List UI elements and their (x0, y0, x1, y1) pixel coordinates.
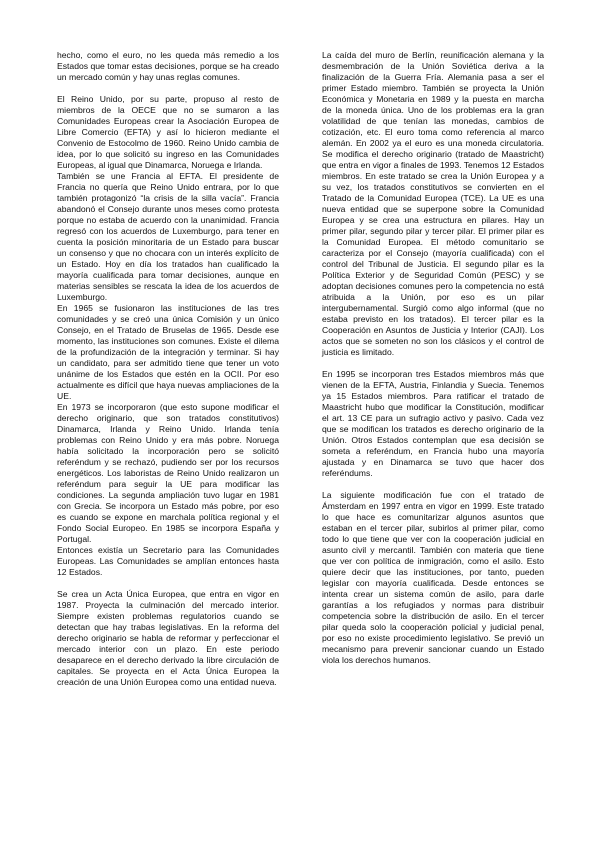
paragraph: La caída del muro de Berlín, reunificación alemana y la desmembración de la Unión Soviética deriva a la finalización de la Guerra Fría. Alemania pasa a ser el primer Estado miembro. También se proyecta la Unión Económica y Monetaria en 1989 y la puesta en marcha de la moneda única. Uno de los problemas era la gran volatilidad de que tenían las monedas, cambios de cotización, etc. El euro toma como referencia al marco alemán. En 2002 ya el euro es una moneda circulatoria. Se modifica el derecho originario (tratado de Maastricht) que entra en vigor a finales de 1993. Tenemos 12 Estados miembros. En este tratado se crea la Unión Europea y a su vez, los tratados constitutivos se convierten en el Tratado de la Comunidad Europea (TCE). La UE es una nueva entidad que se superpone sobre la Comunidad Europea y se crea una estructura en pilares. Hay un primer pilar, segundo pilar y tercer pilar. El primer pilar es la Comunidad Europea. El método comunitario se caracteriza por el Consejo (mayoría cualificada) con el control del Tribunal de Justicia. El segundo pilar es la Política Exterior y de Seguridad Común (PESC) y se adoptan decisiones comunes pero la competencia no está atribuida a la Unión, por eso es un pilar intergubernamental. Surgió como algo informal (que no estaba previsto en los tratados). El tercer pilar es la Cooperación en Asuntos de Justicia y Interior (CAJI). Los actos que se someten no son los clásicos y el control de justicia es limitado. (322, 50, 544, 357)
paragraph: hecho, como el euro, no les queda más remedio a los Estados que tomar estas decisiones, porque se ha creado un mercado común y hay unas reglas comunes. (57, 50, 279, 82)
paragraph: En 1973 se incorporaron (que esto supone modificar el derecho originario, que son tratados constitutivos) Dinamarca, Irlanda y Reino Unido. Irlanda tenía problemas con Reino Unido y era más pobre. Noruega había solicitado la incorporación pero se solicitó referéndum y se rechazó, pudiendo ser por los recursos energéticos. Los laboristas de Reino Unido realizaron un referéndum para seguir la UE para modificar las condiciones. La segunda ampliación tuvo lugar en 1981 con Grecia. Se incorpora un Estado más pobre, por eso es cuando se expone en marchala política regional y el Fondo Social Europeo. En 1985 se incorpora España y Portugal. (57, 402, 279, 544)
paragraph: El Reino Unido, por su parte, propuso al resto de miembros de la OECE que no se sumaron a las Comunidades Europeas crear la Asociación Europea de Libre Comercio (EFTA) y así lo hicieron mediante el Convenio de Estocolmo de 1960. Reino Unido cambia de idea, por lo que solicitó su ingreso en las Comunidades Europeas, al igual que Dinamarca, Noruega e Irlanda. (57, 94, 279, 170)
paragraph: Entonces existía un Secretario para las Comunidades Europeas. Las Comunidades se amplían entonces hasta 12 Estados. (57, 545, 279, 577)
left-text-column (57, 50, 279, 688)
paragraph: En 1995 se incorporan tres Estados miembros más que vienen de la EFTA, Austria, Finlandia y Suecia. Tenemos ya 15 Estados miembros. Para ratificar el tratado de Maastricht hubo que modificar la Constitución, modificar el art. 13 CE para un sufragio activo y pasivo. Cada vez que se modifican los tratados es derecho originario de la Unión. Otros Estados contemplan que esa decisión se someta a referéndum, en Francia hubo una mayoría ajustada y en Dinamarca se tuvo que hacer dos referéndums. (322, 369, 544, 478)
paragraph: La siguiente modificación fue con el tratado de Ámsterdam en 1997 entra en vigor en 1999. Este tratado lo que hace es comunitarizar algunos asuntos que estaban en el tercer pilar, subirlos al primer pilar, como todo lo que tiene que ver con la cooperación judicial en asunto civil y mercantil. También con materia que tiene que ver con política de inmigración, como el asilo. Esto quiere decir que las instituciones, por tanto, pueden legislar con mayoría cualificada. Desde entonces se intenta crear un sistema común de asilo, para darle garantías a los refugiados y normas para distribuir competencia sobre la distribución de asilo. En el tercer pilar queda solo la cooperación policial y judicial penal, por eso no existe procedimiento legislativo. Se previó un mecanismo para prevenir sancionar cuando un Estado viola los derechos humanos. (322, 490, 544, 665)
right-text-column (322, 50, 544, 666)
paragraph: Se crea un Acta Única Europea, que entra en vigor en 1987. Proyecta la culminación del mercado interior. Siempre existen problemas regulatorios cuando se detectan que hay trabas legislativas. En la reforma del derecho originario se habla de reformar y perfeccionar el mercado interior con un plazo. En este periodo desaparece en el derecho derivado la libre circulación de capitales. Se proyecta en el Acta Única Europea la creación de una Unión Europea como una entidad nueva. (57, 589, 279, 687)
paragraph: En 1965 se fusionaron las instituciones de las tres comunidades y se creó una única Comisión y un único Consejo, en el Tratado de Bruselas de 1965. Desde ese momento, las instituciones son comunes. Existe el dilema de la profundización de la integración y terminar. Si hay un candidato, para ser admitido tiene que tener un voto unánime de los Estados que estén en la OCII. Por eso actualmente es difícil que haya nuevas ampliaciones de la UE. (57, 303, 279, 401)
paragraph: También se une Francia al EFTA. El presidente de Francia no quería que Reino Unido entrara, por lo que también protagonizó “la crisis de la silla vacía”. Francia abandonó el Consejo durante unos meses como protesta porque no estaba de acuerdo con la unanimidad. Francia regresó con los acuerdos de Luxemburgo, para tener en cuenta la posición minoritaria de un Estado para buscar un consenso y que no chocara con un interés explícito de un Estado. Hoy en día los tratados han cualificado la mayoría cualificada para tomar decisiones, aunque en materias sensibles se rescata la idea de los acuerdos de Luxemburgo. (57, 171, 279, 302)
